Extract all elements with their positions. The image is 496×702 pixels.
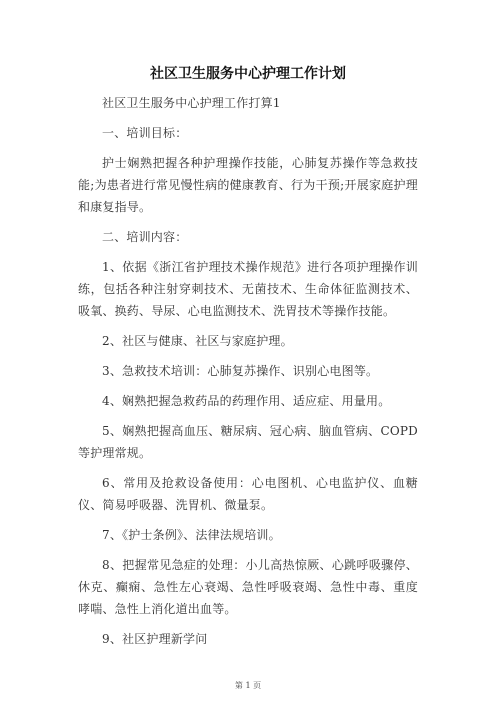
paragraph-item-3: 3、急救技术培训：心肺复苏操作、识别心电图等。 bbox=[102, 364, 379, 378]
paragraph-item-5: 5、娴熟把握高血压、糖尿病、冠心病、脑血管病、COPD等护理常规。 bbox=[78, 424, 418, 460]
document-body bbox=[78, 92, 418, 658]
paragraph-item-7: 7、《护士条例》、法律法规培训。 bbox=[102, 528, 281, 542]
paragraph-item-9: 9、社区护理新学问 bbox=[102, 632, 208, 646]
paragraph-item-4: 4、娴熟把握急救药品的药理作用、适应症、用量用。 bbox=[102, 394, 391, 408]
page-number-footer: 第 1 页 bbox=[234, 681, 262, 690]
paragraph-goals-text: 护士娴熟把握各种护理操作技能，心肺复苏操作等急救技能;为患者进行常见慢性病的健康教育、行为干预;开展家庭护理和康复指导。 bbox=[78, 156, 418, 214]
paragraph-item-8: 8、把握常见急症的处理：小儿高热惊厥、心跳呼吸骤停、休克、癫痫、急性左心衰竭、急性呼吸衰竭、急性中毒、重度哮喘、急性上消化道出血等。 bbox=[78, 558, 418, 616]
document-title: 社区卫生服务中心护理工作计划 bbox=[150, 66, 346, 82]
paragraph-section-heading-goals: 一、培训目标： bbox=[102, 126, 188, 140]
paragraph-item-1: 1、依据《浙江省护理技术操作规范》进行各项护理操作训练，包括各种注射穿刺技术、无菌技术、生命体征监测技术、吸氧、换药、导尿、心电监测技术、洗胃技术等操作技能。 bbox=[78, 260, 418, 318]
paragraph-item-2: 2、社区与健康、社区与家庭护理。 bbox=[102, 334, 293, 348]
paragraph-item-6: 6、常用及抢救设备使用：心电图机、心电监护仪、血糖仪、简易呼吸器、洗胃机、微量泵。 bbox=[78, 476, 418, 512]
paragraph-subtitle: 社区卫生服务中心护理工作打算1 bbox=[102, 96, 281, 110]
paragraph-section-heading-content: 二、培训内容： bbox=[102, 230, 188, 244]
